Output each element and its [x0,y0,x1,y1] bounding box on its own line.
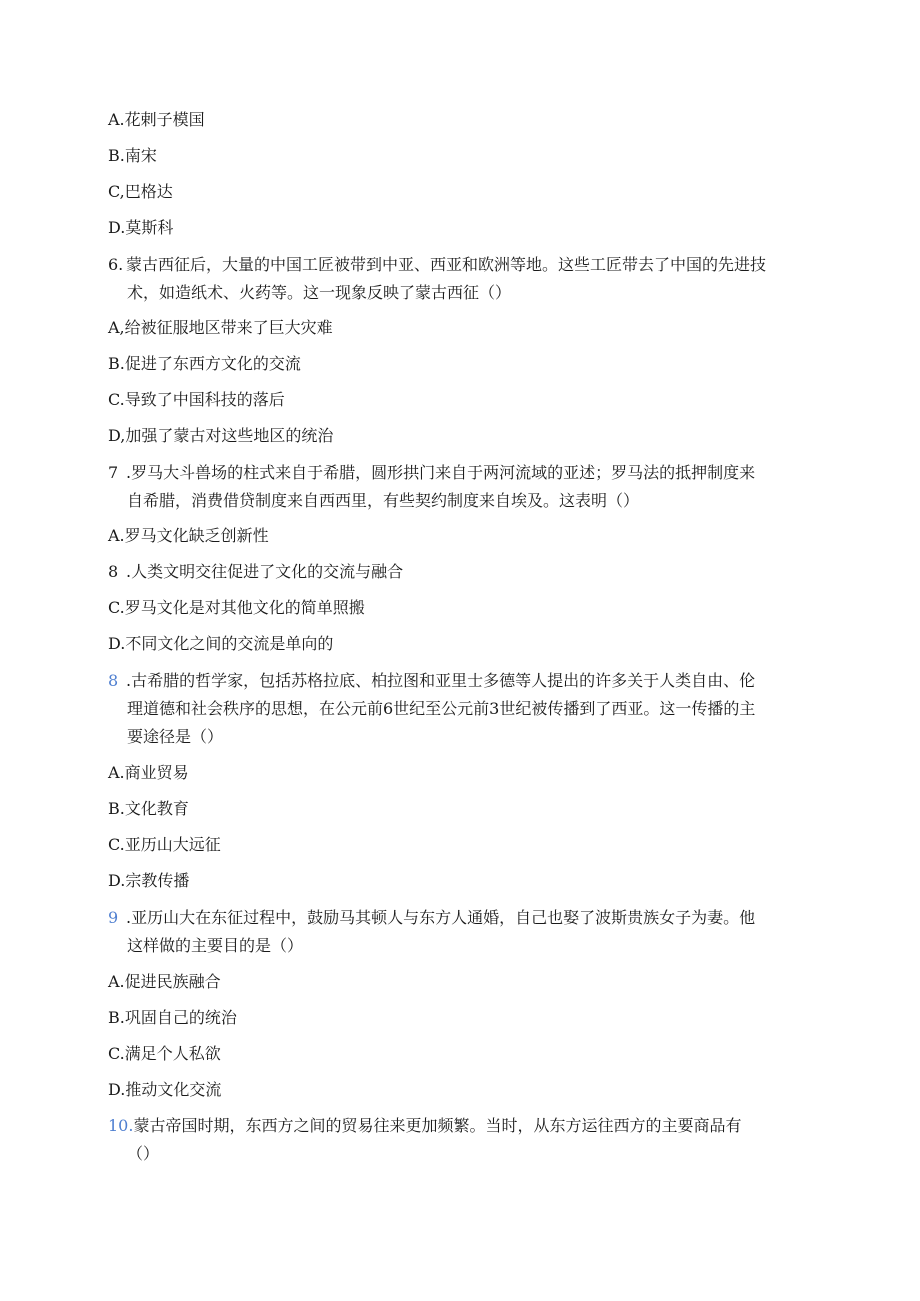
q9-option-c: C.满足个人私欲 [108,1044,221,1063]
q8-option-d: D.宗教传播 [108,871,190,890]
q7-option-d: D.不同文化之间的交流是单向的 [108,634,334,653]
q5-option-c: C,巴格达 [108,182,173,201]
q9-text-line1: .亚历山大在东征过程中，鼓励马其顿人与东方人通婚，自己也娶了波斯贵族女子为妻。他 [126,908,756,927]
q6-option-d: D,加强了蒙古对这些地区的统治 [108,426,334,445]
q8-stem-line1 [108,671,755,691]
q10-stem-line1 [108,1116,741,1136]
q6-number: 6. [108,255,124,274]
q9-option-d: D.推动文化交流 [108,1080,222,1099]
q6-option-b: B.促进了东西方文化的交流 [108,354,301,373]
q7-stem-line1 [108,463,755,483]
q9-stem-line2: 这样做的主要目的是（） [127,936,304,955]
q6-text-line1: 蒙古西征后，大量的中国工匠被带到中亚、西亚和欧洲等地。这些工匠带去了中国的先进技 [126,255,767,274]
q9-stem-line1 [108,908,755,928]
q5-option-d: D.莫斯科 [108,218,174,237]
q7-option-b-text: .人类文明交往促进了文化的交流与融合 [126,562,404,581]
q6-stem-line1 [108,255,766,275]
q7-stem-line2: 自希腊，消费借贷制度来自西西里，有些契约制度来自埃及。这表明（） [127,491,640,510]
q9-number: 9 [108,908,119,927]
q8-stem-line2: 理道德和社会秩序的思想，在公元前6世纪至公元前3世纪被传播到了西亚。这一传播的主 [127,699,756,718]
q9-option-b: B.巩固自己的统治 [108,1008,237,1027]
q10-stem-line2: （） [127,1144,160,1163]
q7-option-a: A.罗马文化缺乏创新性 [108,526,269,545]
q8-stem-line3: 要途径是（） [127,727,224,746]
q7-number: 7 [108,463,119,482]
q7-option-c: C.罗马文化是对其他文化的简单照搬 [108,598,365,617]
q10-number: 10. [108,1116,134,1135]
q8-text-line1: .古希腊的哲学家，包括苏格拉底、柏拉图和亚里士多德等人提出的许多关于人类自由、伦 [126,671,756,690]
q10-text-line1: 蒙古帝国时期，东西方之间的贸易往来更加频繁。当时，从东方运往西方的主要商品有 [133,1116,742,1135]
q8-option-b: B.文化教育 [108,799,189,818]
q9-option-a: A.促进民族融合 [108,972,221,991]
q6-option-a: A,给被征服地区带来了巨大灾难 [108,318,333,337]
q7-option-b [108,562,403,582]
q8-number: 8 [108,671,119,690]
q7-option-b-number: 8 [108,562,119,581]
q7-text-line1: .罗马大斗兽场的柱式来自于希腊，圆形拱门来自于两河流域的亚述；罗马法的抵押制度来 [126,463,756,482]
q8-option-a: A.商业贸易 [108,763,189,782]
q8-option-c: C.亚历山大远征 [108,835,221,854]
q6-option-c: C.导致了中国科技的落后 [108,390,285,409]
q5-option-b: B.南宋 [108,146,157,165]
q5-option-a: A.花剌子模国 [108,110,205,129]
q6-stem-line2: 术，如造纸术、火药等。这一现象反映了蒙古西征（） [127,283,512,302]
